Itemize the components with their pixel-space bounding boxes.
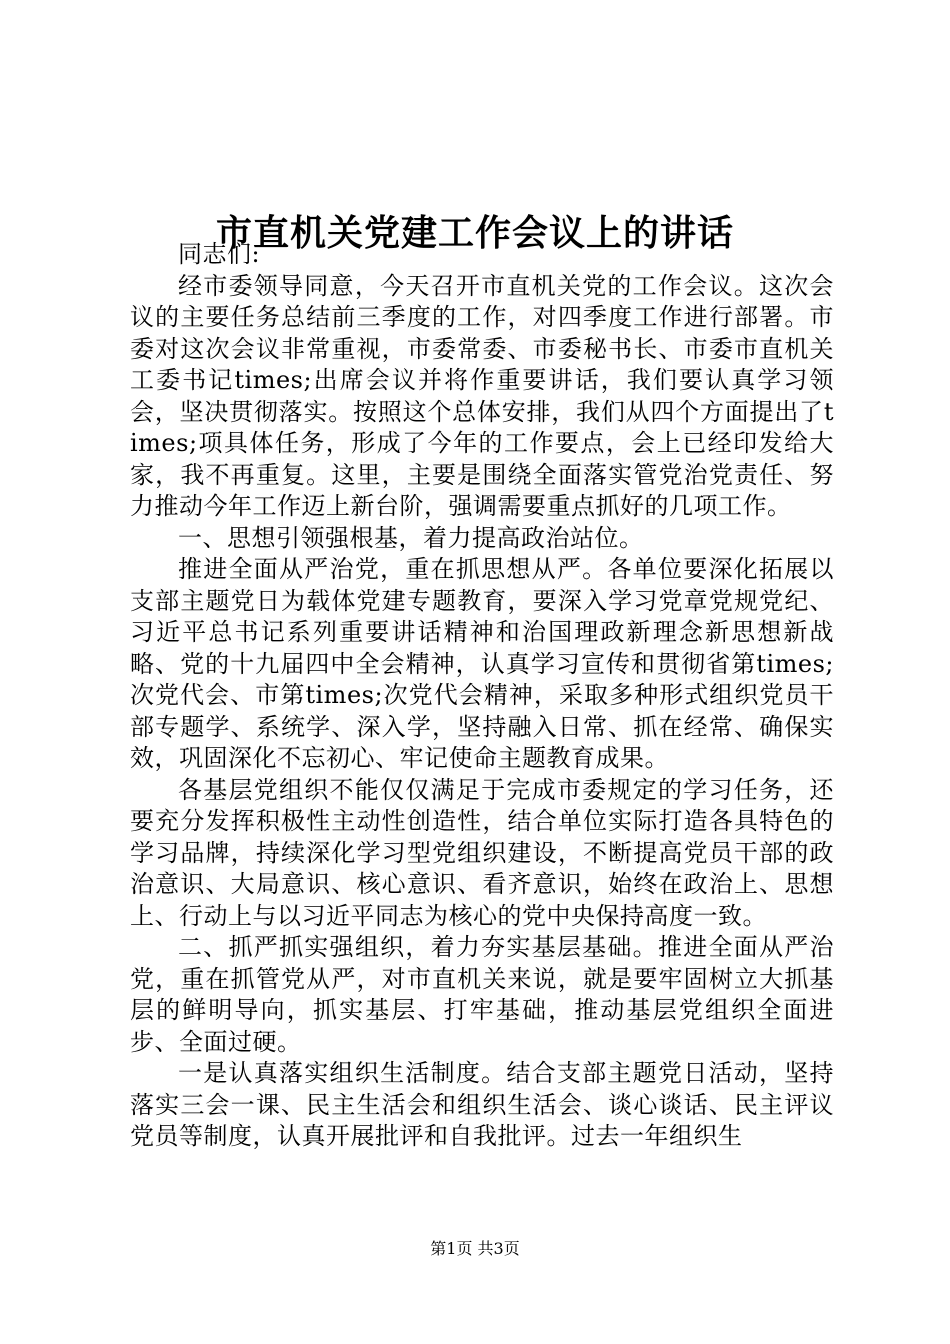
- page-footer: 第1页 共3页: [430, 1239, 520, 1258]
- document-title: 市直机关党建工作会议上的讲话: [215, 212, 734, 255]
- section-heading: 一、思想引领强根基，着力提高政治站位。: [178, 523, 644, 552]
- body-paragraph: 二、抓严抓实强组织，着力夯实基层基础。推进全面从严治党，重在抓管党从严，对市直机关来说，就是要牢固树立大抓基层的鲜明导向，抓实基层、打牢基础，推动基层党组织全面进步、全面过硬。: [130, 933, 834, 1056]
- body-paragraph: 一是认真落实组织生活制度。结合支部主题党日活动，坚持落实三会一课、民主生活会和组织生活会、谈心谈话、民主评议党员等制度，认真开展批评和自我批评。过去一年组织生: [130, 1059, 834, 1150]
- body-paragraph: 推进全面从严治党，重在抓思想从严。各单位要深化拓展以支部主题党日为载体党建专题教育，要深入学习党章党规党纪、习近平总书记系列重要讲话精神和治国理政新理念新思想新战略、党的十九届四中全会精神，认真学习宣传和贯彻省第times;次党代会、市第times;次党代会精神，采取多种形式组织党员干部专题学、系统学、深入学，坚持融入日常、抓在经常、确保实效，巩固深化不忘初心、牢记使命主题教育成果。: [130, 555, 834, 772]
- body-paragraph: 各基层党组织不能仅仅满足于完成市委规定的学习任务，还要充分发挥积极性主动性创造性，结合单位实际打造各具特色的学习品牌，持续深化学习型党组织建设，不断提高党员干部的政治意识、大局意识、核心意识、看齐意识，始终在政治上、思想上、行动上与以习近平同志为核心的党中央保持高度一致。: [130, 775, 834, 930]
- document-body: [130, 239, 834, 1153]
- body-paragraph: 经市委领导同意，今天召开市直机关党的工作会议。这次会议的主要任务总结前三季度的工作，对四季度工作进行部署。市委对这次会议非常重视，市委常委、市委秘书长、市委市直机关工委书记times;出席会议并将作重要讲话，我们要认真学习领会，坚决贯彻落实。按照这个总体安排，我们从四个方面提出了times;项具体任务，形成了今年的工作要点，会上已经印发给大家，我不再重复。这里，主要是围绕全面落实管党治党责任、努力推动今年工作迈上新台阶，强调需要重点抓好的几项工作。: [130, 271, 834, 520]
- salutation-paragraph: 同志们:: [178, 240, 261, 268]
